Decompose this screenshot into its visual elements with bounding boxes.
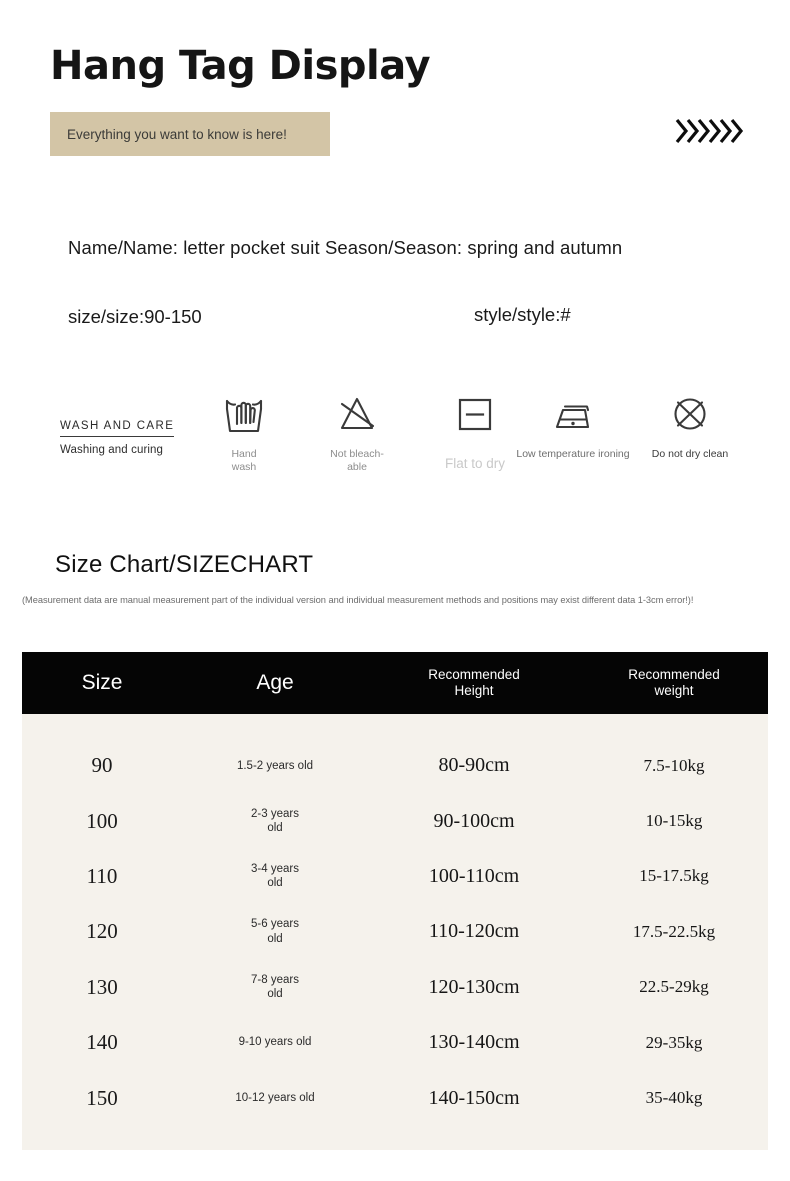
table-top-spacer	[22, 714, 768, 738]
product-name-line: Name/Name: letter pocket suit Season/Season: spring and autumn	[68, 237, 623, 258]
hand-wash-icon	[186, 391, 302, 437]
cell-height: 110-120cm	[428, 920, 520, 943]
column-header-weight-line1: Recommended	[628, 667, 720, 683]
cell-weight: 29-35kg	[645, 1032, 703, 1052]
column-header-size: Size	[81, 671, 123, 694]
table-header-row	[22, 652, 768, 714]
tagline-banner	[50, 112, 330, 156]
size-chart-note: (Measurement data are manual measurement part of the individual version and individual measurement methods and positions may exist different data 1-3cm error!)!	[22, 595, 694, 605]
product-style-line: style/style:#	[474, 304, 571, 325]
do-not-dry-clean-icon	[632, 391, 748, 437]
product-size-line: size/size:90-150	[68, 306, 202, 327]
wash-care-brand	[60, 416, 185, 456]
cell-weight: 17.5-22.5kg	[632, 921, 716, 941]
table-row	[22, 793, 768, 848]
column-header-weight	[580, 667, 768, 699]
care-label-flat-dry: Flat to dry	[444, 456, 506, 471]
size-chart-title: Size Chart/SIZECHART	[55, 551, 314, 578]
cell-height: 90-100cm	[433, 809, 515, 832]
wash-care-row	[0, 388, 790, 488]
cell-weight: 15-17.5kg	[639, 866, 709, 886]
care-label-hand-wash: Hand wash	[231, 448, 257, 473]
cell-age: 9-10 years old	[238, 1036, 312, 1049]
care-item-low-iron	[515, 388, 631, 461]
column-header-age: Age	[256, 671, 294, 694]
cell-weight: 7.5-10kg	[643, 755, 705, 775]
column-header-weight-line2: weight	[654, 683, 694, 698]
care-item-hand-wash	[186, 388, 302, 474]
cell-height: 140-150cm	[428, 1086, 520, 1109]
table-row	[22, 1015, 768, 1070]
cell-height: 130-140cm	[428, 1031, 520, 1054]
cell-height: 80-90cm	[438, 754, 510, 777]
cell-size: 150	[86, 1085, 118, 1110]
column-header-height	[368, 667, 580, 699]
cell-age: 1.5-2 years old	[236, 759, 314, 772]
cell-weight: 10-15kg	[645, 811, 703, 831]
care-label-no-dry-clean: Do not dry clean	[651, 448, 729, 460]
care-label-low-iron: Low temperature ironing	[516, 448, 630, 460]
wash-care-title: WASH AND CARE	[60, 420, 174, 437]
cell-age: 7-8 years old	[251, 973, 299, 1001]
cell-size: 90	[91, 753, 113, 778]
column-header-height-line2: Height	[454, 683, 494, 698]
tagline-text: Everything you want to know is here!	[67, 126, 287, 142]
cell-height: 120-130cm	[428, 975, 520, 998]
cell-size: 120	[86, 919, 118, 944]
table-bottom-spacer	[22, 1126, 768, 1150]
care-item-no-dry-clean	[632, 388, 748, 461]
cell-age: 5-6 years old	[251, 918, 299, 945]
table-row	[22, 960, 768, 1015]
cell-weight: 22.5-29kg	[639, 977, 709, 997]
care-label-no-bleach: Not bleach- able	[330, 448, 384, 473]
table-body	[22, 738, 768, 1126]
table-row	[22, 904, 768, 959]
cell-age: 2-3 years old	[251, 807, 299, 835]
column-header-height-line1: Recommended	[428, 667, 520, 683]
cell-height: 100-110cm	[428, 864, 520, 887]
cell-size: 110	[86, 863, 118, 888]
care-item-no-bleach	[299, 388, 415, 474]
table-row	[22, 849, 768, 904]
cell-weight: 35-40kg	[645, 1088, 703, 1108]
do-not-bleach-icon	[299, 391, 415, 437]
table-row	[22, 738, 768, 793]
wash-care-subtitle: Washing and curing	[60, 444, 164, 456]
size-chart-table	[22, 652, 768, 1150]
table-row	[22, 1070, 768, 1125]
cell-size: 140	[86, 1030, 118, 1055]
page-title: Hang Tag Display	[50, 43, 431, 89]
double-chevron-right-icon	[674, 113, 746, 149]
cell-size: 100	[86, 808, 118, 833]
low-temperature-iron-icon	[515, 391, 631, 437]
cell-age: 3-4 years old	[251, 863, 299, 890]
cell-size: 130	[86, 974, 118, 999]
cell-age: 10-12 years old	[235, 1091, 315, 1104]
